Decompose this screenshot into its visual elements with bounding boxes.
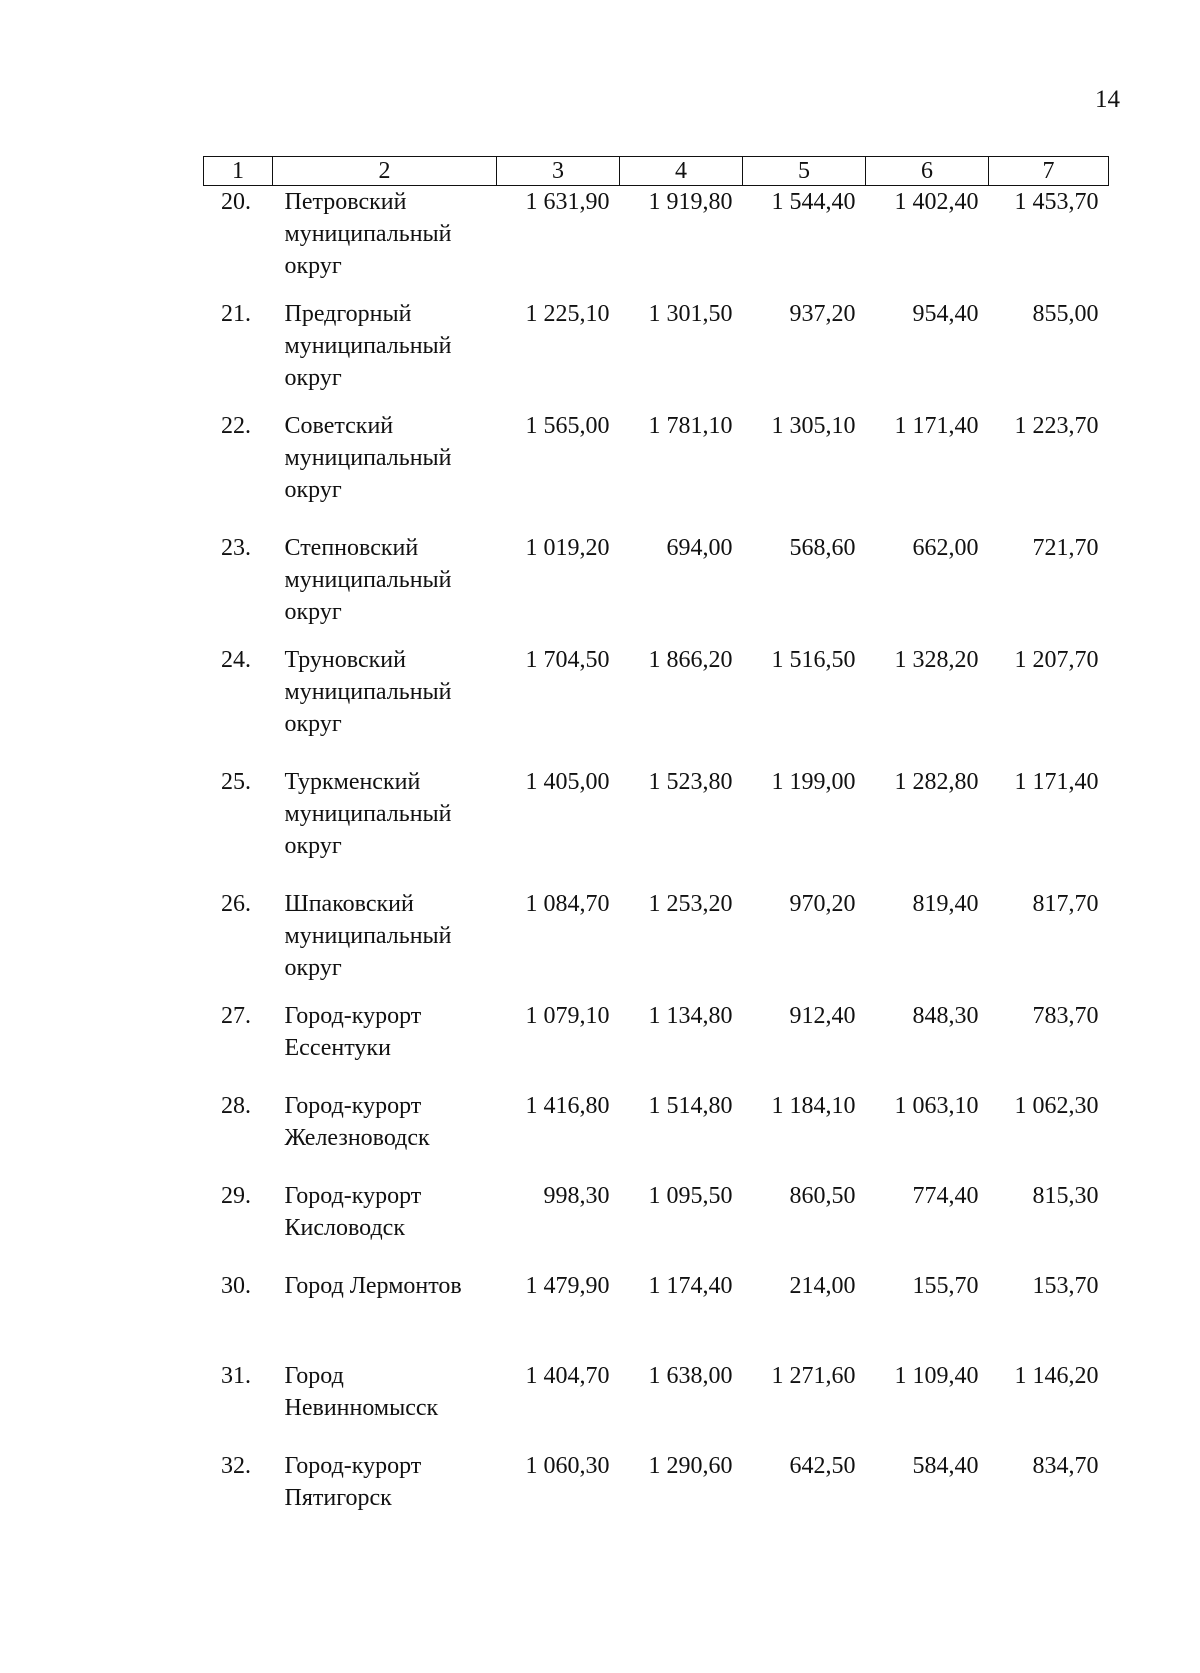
row-name: Город Невинномысск [284,1363,439,1421]
page-number: 14 [1095,86,1120,113]
row-value: 1 416,80 [525,1093,610,1119]
row-value: 1 405,00 [525,769,610,795]
row-value: 694,00 [666,535,733,561]
row-value: 1 290,60 [648,1453,733,1479]
row-value: 1 109,40 [894,1363,979,1389]
row-name: Туркменский муниципальный округ [284,769,452,859]
row-name: Город-курорт Кисловодск [284,1183,422,1241]
row-number: 29. [221,1183,251,1209]
table-row [204,186,1109,299]
row-value: 1 781,10 [648,413,733,439]
data-table [203,156,1109,1540]
row-value: 1 019,20 [525,535,610,561]
row-value: 1 184,10 [771,1093,856,1119]
row-value: 1 282,80 [894,769,979,795]
row-value: 1 866,20 [648,647,733,673]
row-value: 1 514,80 [648,1093,733,1119]
row-value: 642,50 [789,1453,856,1479]
table-row [204,298,1109,410]
row-number: 26. [221,891,251,917]
column-header: 2 [273,157,497,186]
row-value: 1 225,10 [525,301,610,327]
row-number: 28. [221,1093,251,1119]
row-value: 848,30 [912,1003,979,1029]
table-row [204,888,1109,1000]
row-value: 1 402,40 [894,189,979,215]
row-value: 783,70 [1032,1003,1099,1029]
row-value: 568,60 [789,535,856,561]
row-value: 1 453,70 [1014,189,1099,215]
row-value: 1 223,70 [1014,413,1099,439]
column-header: 6 [866,157,989,186]
table-row [204,766,1109,888]
row-value: 155,70 [912,1273,979,1299]
row-value: 1 565,00 [525,413,610,439]
row-value: 1 134,80 [648,1003,733,1029]
row-number: 23. [221,535,251,561]
row-name: Петровский муниципальный округ [284,189,452,279]
row-value: 1 523,80 [648,769,733,795]
row-value: 954,40 [912,301,979,327]
row-value: 1 174,40 [648,1273,733,1299]
row-name: Труновский муниципальный округ [284,647,452,737]
row-value: 1 516,50 [771,647,856,673]
row-number: 21. [221,301,251,327]
row-value: 1 271,60 [771,1363,856,1389]
row-value: 662,00 [912,535,979,561]
row-value: 1 638,00 [648,1363,733,1389]
row-value: 1 084,70 [525,891,610,917]
row-name: Предгорный муниципальный округ [284,301,452,391]
row-value: 1 253,20 [648,891,733,917]
row-value: 1 079,10 [525,1003,610,1029]
row-value: 860,50 [789,1183,856,1209]
row-value: 721,70 [1032,535,1099,561]
row-number: 24. [221,647,251,673]
row-value: 937,20 [789,301,856,327]
table-row [204,532,1109,644]
row-value: 1 704,50 [525,647,610,673]
row-value: 1 062,30 [1014,1093,1099,1119]
row-value: 855,00 [1032,301,1099,327]
row-value: 819,40 [912,891,979,917]
row-value: 1 544,40 [771,189,856,215]
row-value: 817,70 [1032,891,1099,917]
row-number: 30. [221,1273,251,1299]
row-value: 970,20 [789,891,856,917]
row-name: Шпаковский муниципальный округ [284,891,452,981]
column-header: 7 [989,157,1109,186]
row-number: 27. [221,1003,251,1029]
column-header: 5 [743,157,866,186]
row-number: 22. [221,413,251,439]
row-value: 1 060,30 [525,1453,610,1479]
table-row [204,1270,1109,1360]
table-row [204,1450,1109,1540]
row-value: 584,40 [912,1453,979,1479]
table-body [204,186,1109,1541]
row-value: 1 404,70 [525,1363,610,1389]
row-number: 25. [221,769,251,795]
row-value: 1 146,20 [1014,1363,1099,1389]
row-value: 1 171,40 [894,413,979,439]
row-value: 1 328,20 [894,647,979,673]
column-header: 1 [204,157,273,186]
row-number: 31. [221,1363,251,1389]
row-name: Степновский муниципальный округ [284,535,452,625]
table-row [204,644,1109,766]
row-number: 32. [221,1453,251,1479]
row-name: Город Лермонтов [284,1273,462,1299]
row-value: 1 171,40 [1014,769,1099,795]
row-value: 774,40 [912,1183,979,1209]
table-header [204,157,1109,186]
column-header: 4 [620,157,743,186]
header-row [204,157,1109,186]
table-row [204,1090,1109,1180]
row-name: Город-курорт Пятигорск [284,1453,422,1511]
row-value: 1 479,90 [525,1273,610,1299]
row-value: 1 301,50 [648,301,733,327]
row-number: 20. [221,189,251,215]
table-row [204,1360,1109,1450]
table-row [204,410,1109,532]
row-value: 912,40 [789,1003,856,1029]
row-value: 1 631,90 [525,189,610,215]
row-value: 1 207,70 [1014,647,1099,673]
row-value: 153,70 [1032,1273,1099,1299]
column-header: 3 [497,157,620,186]
row-value: 1 095,50 [648,1183,733,1209]
row-value: 1 919,80 [648,189,733,215]
row-value: 1 199,00 [771,769,856,795]
row-value: 214,00 [789,1273,856,1299]
row-value: 815,30 [1032,1183,1099,1209]
row-name: Город-курорт Ессентуки [284,1003,422,1061]
row-value: 1 305,10 [771,413,856,439]
row-name: Советский муниципальный округ [284,413,452,503]
table-row [204,1180,1109,1270]
row-value: 998,30 [543,1183,610,1209]
row-value: 834,70 [1032,1453,1099,1479]
row-name: Город-курорт Железноводск [284,1093,430,1151]
row-value: 1 063,10 [894,1093,979,1119]
table-row [204,1000,1109,1090]
